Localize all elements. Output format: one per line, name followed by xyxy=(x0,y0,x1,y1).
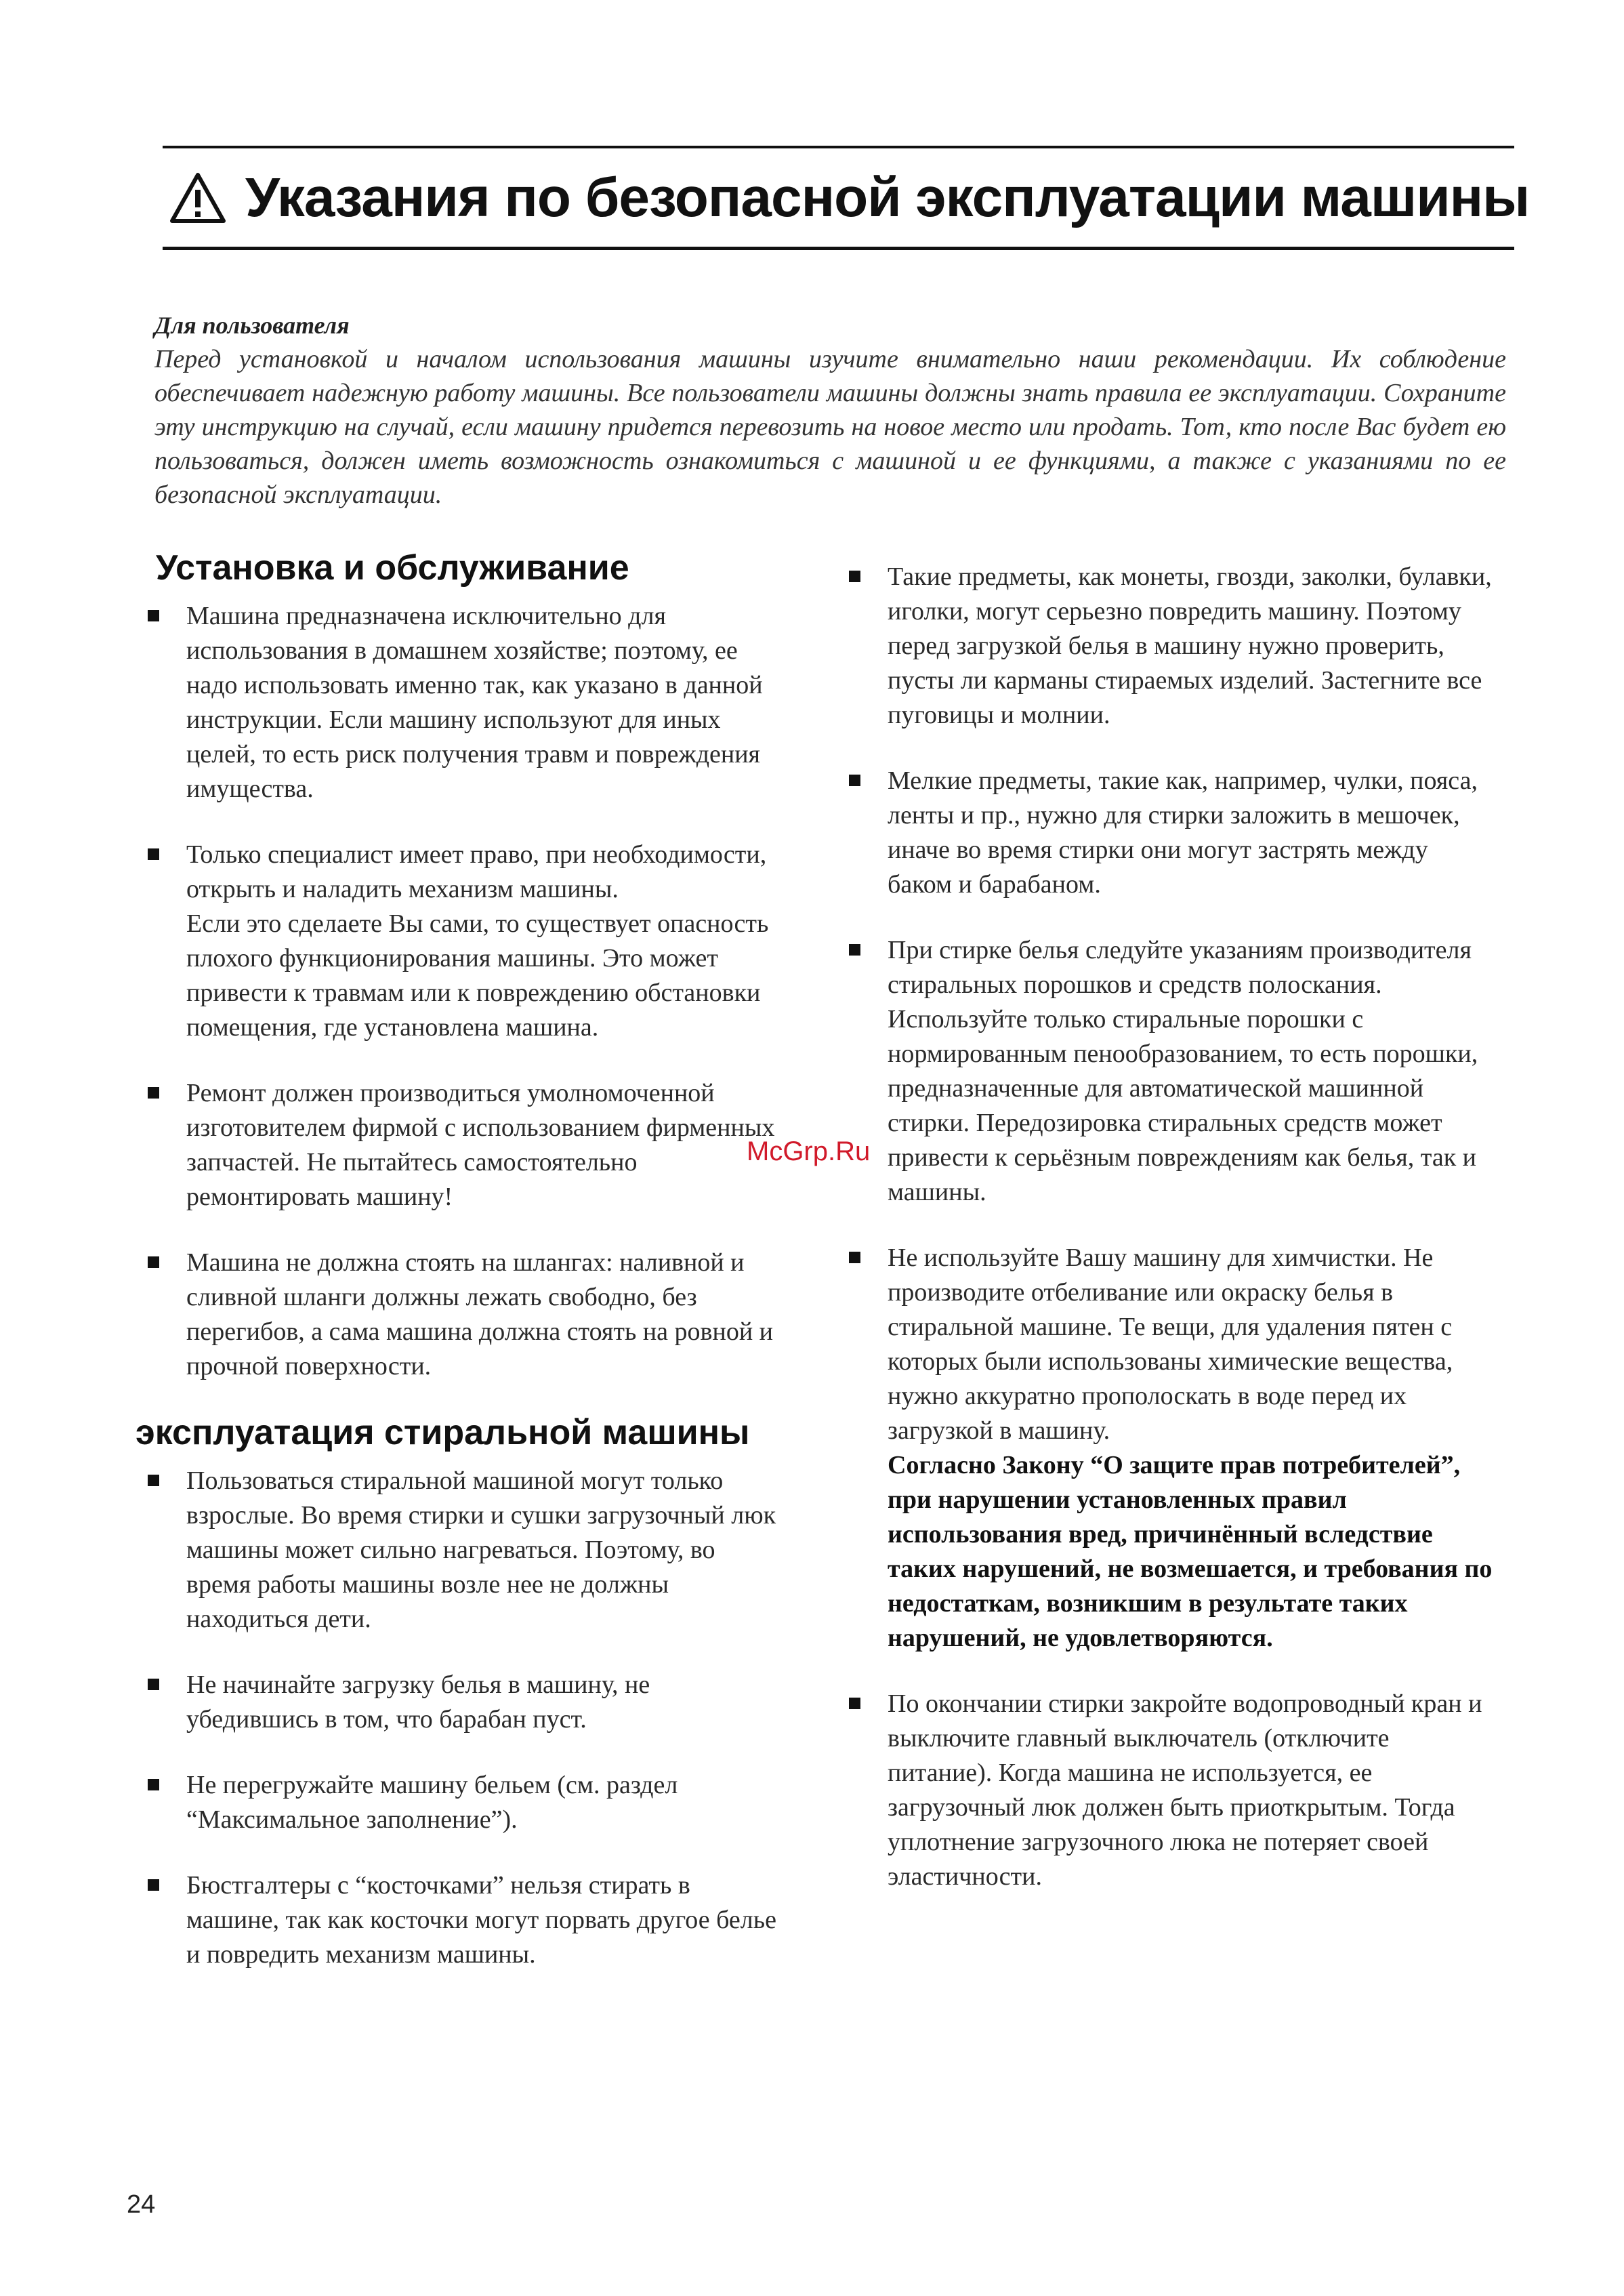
operation-list xyxy=(136,1464,779,1972)
list-item: Такие предметы, как монеты, гвозди, заколки, булавки, иголки, могут серьезно повредить машину. Поэтому перед загрузкой белья в машину нужно проверить, пусты ли карманы стираемых изделий. Застегните все пуговицы и молнии. xyxy=(837,560,1497,733)
bullet-icon xyxy=(148,1679,159,1690)
page-number: 24 xyxy=(127,2190,156,2219)
section-heading-operation: эксплуатация стиральной машины xyxy=(136,1413,750,1452)
bullet-icon xyxy=(148,848,159,860)
list-item: Мелкие предметы, такие как, например, чулки, пояса, ленты и пр., нужно для стирки заложить в мешочек, иначе во время стирки они могут застрять между баком и барабаном. xyxy=(837,764,1497,902)
bullet-icon xyxy=(148,1087,159,1099)
right-list xyxy=(837,560,1497,1894)
intro-block xyxy=(154,308,1506,512)
bullet-icon xyxy=(148,1779,159,1790)
right-column xyxy=(837,560,1497,1925)
list-item: Пользоваться стиральной машиной могут только взрослые. Во время стирки и сушки загрузочный люк машины может сильно нагреваться. Поэтому, во время работы машины возле нее не должны находиться дети. xyxy=(136,1464,779,1637)
list-item: Машина предназначена исключительно для использования в домашнем хозяйстве; поэтому, ее надо использовать именно так, как указано в данной инструкции. Если машину используют для иных целей, то есть риск получения травм и повреждения имущества. xyxy=(136,599,779,806)
warning-triangle-icon xyxy=(169,172,226,224)
consumer-law-note: Согласно Закону “О защите прав потребителей”, при нарушении установленных правил использования вред, причинённый вследствие таких нарушений, не возмешается, и требования по недостаткам, возникшим в результате таких нарушений, не удовлетворяются. xyxy=(888,1451,1493,1652)
bullet-icon xyxy=(849,1698,860,1709)
list-item: По окончании стирки закройте водопроводный кран и выключите главный выключатель (отключите питание). Когда машина не используется, ее загрузочный люк должен быть приоткрытым. Тогда уплотнение загрузочного люка не потеряет своей эластичности. xyxy=(837,1687,1497,1894)
list-item: Не используйте Вашу машину для химчистки. Не производите отбеливание или окраску белья в стиральной машине. Те вещи, для удаления пятен с которых были использованы химические вещества, нужно аккуратно прополоскать в воде перед их загрузкой в машину. Согласно Закону “О защите прав потребителей”, при нарушении установленных правил использования вред, причинённый вследствие таких нарушений, не возмешается, и требования по недостаткам, возникшим в результате таких нарушений, не удовлетворяются. xyxy=(837,1241,1497,1656)
watermark: McGrp.Ru xyxy=(747,1136,871,1166)
intro-heading: Для пользователя xyxy=(154,312,350,339)
title-bar xyxy=(163,146,1530,250)
bullet-icon xyxy=(148,1475,159,1486)
list-item: Бюстгалтеры с “косточками” нельзя стирать в машине, так как косточки могут порвать другое белье и повредить механизм машины. xyxy=(136,1868,779,1972)
bullet-icon xyxy=(849,1252,860,1263)
bullet-icon xyxy=(849,571,860,582)
bullet-icon xyxy=(849,944,860,956)
list-item: Ремонт должен производиться умолномоченной изготовителем фирмой с использованием фирменных запчастей. Не пытайтесь самостоятельно ремонтировать машину! xyxy=(136,1076,779,1214)
bullet-icon xyxy=(849,775,860,786)
page-title: Указания по безопасной эксплуатации машины xyxy=(245,166,1530,228)
installation-list xyxy=(136,599,779,1384)
list-item: Машина не должна стоять на шлангах: наливной и сливной шланги должны лежать свободно, без перегибов, а сама машина должна стоять на ровной и прочной поверхности. xyxy=(136,1246,779,1384)
bullet-icon xyxy=(148,610,159,621)
list-item: Только специалист имеет право, при необходимости, открыть и наладить механизм машины. Если это сделаете Вы сами, то существует опасность плохого функционирования машины. Это может привести к травмам или к повреждению обстановки помещения, где установлена машина. xyxy=(136,838,779,1045)
section-heading-installation: Установка и обслуживание xyxy=(156,548,629,588)
list-item: Не перегружайте машину бельем (см. раздел “Максимальное заполнение”). xyxy=(136,1768,779,1837)
left-column xyxy=(136,550,779,2003)
intro-text: Перед установкой и началом использования машины изучите внимательно наши рекомендации. Их соблюдение обеспечивает надежную работу машины. Все пользователи машины должны знать правила ее эксплуатации. Сохраните эту инструкцию на случай, если машину придется перевозить на новое место или продать. Тот, кто после Вас будет ею пользоваться, должен иметь возможность ознакомиться с машиной и ее функциями, а также с указаниями по ее безопасной эксплуатации. xyxy=(154,345,1506,509)
list-item: Не начинайте загрузку белья в машину, не убедившись в том, что барабан пуст. xyxy=(136,1668,779,1737)
bullet-icon xyxy=(148,1256,159,1268)
bullet-icon xyxy=(148,1879,159,1891)
list-item: При стирке белья следуйте указаниям производителя стиральных порошков и средств полоскания. Используйте только стиральные порошки с нормированным пенообразованием, то есть порошки, предназначенные для автоматической машинной стирки. Передозировка стиральных средств может привести к серьёзным повреждениям как белья, так и машины. xyxy=(837,933,1497,1210)
